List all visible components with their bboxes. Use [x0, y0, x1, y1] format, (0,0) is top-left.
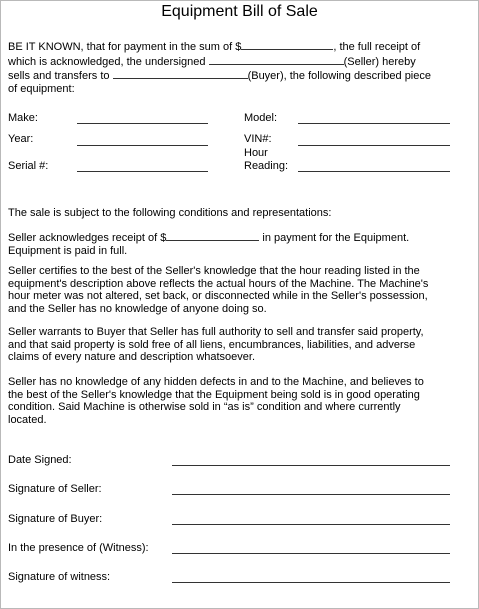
seller-signature-label: Signature of Seller:: [8, 483, 102, 495]
seller-signature-field[interactable]: [172, 494, 450, 495]
intro-paragraph: [8, 39, 438, 95]
buyer-name-blank[interactable]: [113, 68, 248, 79]
authority-paragraph: Seller warrants to Buyer that Seller has full authority to sell and transfer said property, and that said property is sold free of all liens, encumbrances, liabilities, and adverse claims of every nature and description whatsoever.: [8, 326, 424, 363]
year-label: Year:: [8, 133, 34, 145]
vin-label: VIN#:: [244, 133, 272, 145]
intro-text-3: (Seller) hereby sells and transfers to: [8, 55, 416, 82]
date-signed-label: Date Signed:: [8, 454, 72, 466]
defects-paragraph: Seller has no knowledge of any hidden defects in and to the Machine, and believes to the best of the Seller's knowledge that the Equipment being sold is in good operating condition. Said Machine is otherwise sold in “as is” condition and where currently located.: [8, 376, 424, 426]
hour-reading-field[interactable]: [298, 171, 450, 172]
date-signed-field[interactable]: [172, 465, 450, 466]
receipt-paragraph: [8, 230, 438, 257]
payment-amount-blank[interactable]: [241, 39, 333, 50]
intro-text-4: (Buyer), the following described piece of equipment:: [8, 70, 431, 95]
intro-text-1: BE IT KNOWN, that for payment in the sum of $: [8, 41, 242, 53]
year-field[interactable]: [77, 145, 208, 146]
model-field[interactable]: [298, 123, 450, 124]
model-label: Model:: [244, 112, 278, 124]
hour-reading-label-line1: Hour: [244, 147, 268, 159]
hour-reading-label-line2: Reading:: [244, 160, 289, 172]
receipt-amount-blank[interactable]: [166, 230, 259, 241]
receipt-text-2: in payment for the Equipment. Equipment is paid in full.: [8, 232, 410, 257]
witness-presence-field[interactable]: [172, 553, 450, 554]
buyer-signature-label: Signature of Buyer:: [8, 513, 103, 525]
make-field[interactable]: [77, 123, 208, 124]
seller-name-blank[interactable]: [209, 54, 344, 65]
witness-signature-label: Signature of witness:: [8, 571, 111, 583]
witness-presence-label: In the presence of (Witness):: [8, 542, 149, 554]
receipt-text-1: Seller acknowledges receipt of $: [8, 232, 167, 244]
make-label: Make:: [8, 112, 38, 124]
serial-label: Serial #:: [8, 160, 49, 172]
intro-text-2: , the full receipt of which is acknowledged, the undersigned: [8, 41, 421, 68]
vin-field[interactable]: [298, 145, 450, 146]
serial-field[interactable]: [77, 171, 208, 172]
conditions-intro: The sale is subject to the following conditions and representations:: [8, 207, 332, 219]
buyer-signature-field[interactable]: [172, 524, 450, 525]
document-title: Equipment Bill of Sale: [161, 3, 318, 20]
witness-signature-field[interactable]: [172, 582, 450, 583]
hour-certification-paragraph: Seller certifies to the best of the Seller's knowledge that the hour reading listed in the equipment's description above reflects the actual hours of the Machine. The Machine's hour meter was not altered, set back, or disconnected while in the Seller's possession, and the Seller has no knowledge of anyone doing so.: [8, 265, 429, 315]
